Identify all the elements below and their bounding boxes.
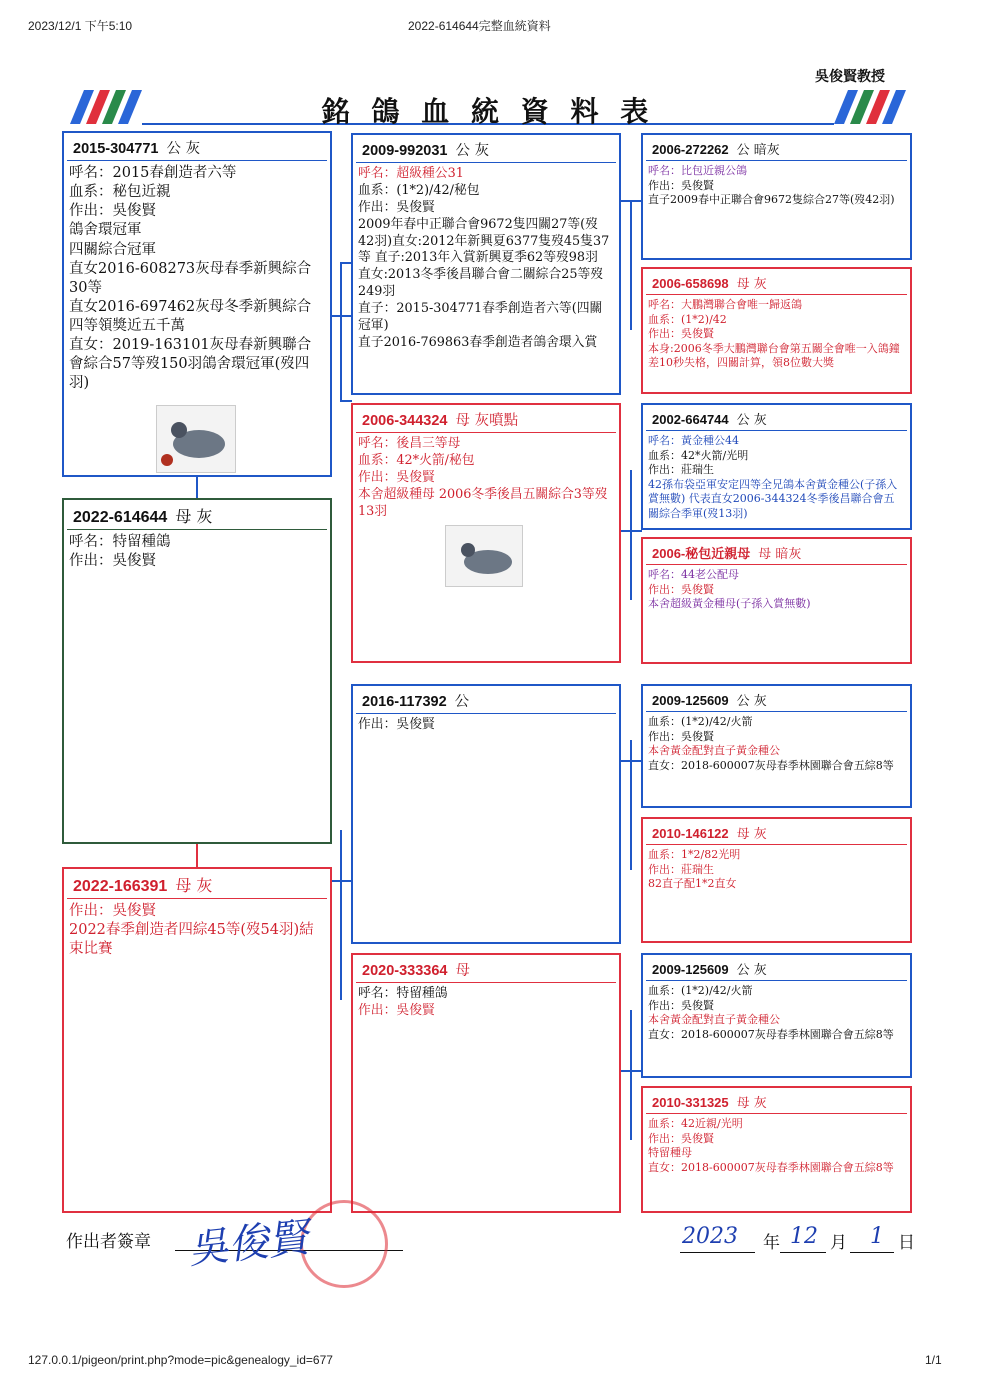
detail-line: 直女：2018-600007灰母春季林園聯合會五綜8等 <box>648 1160 894 1174</box>
detail-line: 直女2016-608273灰母春季新興綜合30等 <box>69 260 312 296</box>
detail-line: 直子2016-769863春季創造者鴿舍環入賞 <box>358 334 598 350</box>
detail-line: 血系：1*2/82光明 <box>648 848 741 861</box>
detail-line: 呼名：大鵬灣聯合會唯一歸返鴿 <box>648 298 802 311</box>
main-title: 銘 鴿 血 統 資 料 表 <box>321 95 655 128</box>
subject-details <box>64 530 330 574</box>
ggp-id: 2009-125609 <box>652 962 729 977</box>
father-tag: 公 灰 <box>166 141 201 157</box>
ggp-id: 2010-331325 <box>652 1095 729 1110</box>
ggp-details <box>643 161 910 211</box>
detail-line: 血系：(1*2)/42/火箭 <box>648 715 753 728</box>
paternal-grandsire-box <box>351 133 621 395</box>
print-title: 2022-614644完整血統資料 <box>408 19 551 33</box>
ggp-details <box>643 431 910 524</box>
detail-line: 作出：吳俊賢 <box>648 327 714 341</box>
detail-line: 作出：吳俊賢 <box>648 998 714 1012</box>
grandsire-details <box>353 163 619 355</box>
father-id: 2015-304771 <box>73 141 159 157</box>
maternal-granddam-box <box>351 953 621 1213</box>
detail-line: 82直子配1*2直女 <box>648 877 737 891</box>
date-underline <box>850 1252 894 1253</box>
ggp-box-3 <box>641 403 912 530</box>
footer-page: 1/1 <box>925 1353 942 1367</box>
sign-day: 1 <box>870 1224 884 1249</box>
signature-label: 作出者簽章 <box>66 1232 151 1252</box>
detail-line: 作出：吳俊賢 <box>648 178 714 192</box>
detail-line: 直女2016-697462灰母冬季新興綜合四等領獎近五千萬 <box>69 298 312 334</box>
connector <box>196 476 198 500</box>
detail-line: 直子2009春中正聯合會9672隻綜合27等(歿42羽) <box>648 193 895 207</box>
detail-line: 作出：吳俊賢 <box>69 903 156 919</box>
detail-line: 血系：(1*2)/42/秘包 <box>358 182 480 198</box>
ggp-title <box>646 955 907 981</box>
detail-line: 作出：吳俊賢 <box>69 553 156 570</box>
detail-line: 作出：莊瑞生 <box>648 463 714 477</box>
print-datetime: 2023/12/1 下午5:10 <box>28 19 133 33</box>
detail-line: 2009年春中正聯合會9672隻四關27等(歿42羽)直女:2012年新興夏6377隻歿45隻37等 直子:2013年入賞新興夏季62等歿98羽 直女:2013冬季後昌聯合會二關綜合25等歿249羽 <box>358 216 610 300</box>
m-grandsire-tag: 公 <box>454 694 470 710</box>
sign-month: 12 <box>790 1224 818 1249</box>
ggp-id: 2010-146122 <box>652 826 729 841</box>
pigeon-photo <box>445 525 523 587</box>
ggp-box-6 <box>641 817 912 943</box>
subject-id: 2022-614644 <box>73 509 168 526</box>
detail-line: 作出：吳俊賢 <box>648 1131 714 1145</box>
mother-title <box>67 869 327 899</box>
detail-line: 血系：42近親/光明 <box>648 1117 743 1130</box>
ggp-id: 2006-658698 <box>652 276 729 291</box>
detail-line: 直女：2019-163101灰母春新興聯合會綜合57等歿150羽鴿舍環冠軍(歿四羽) <box>69 337 312 392</box>
detail-line: 作出：吳俊賢 <box>358 469 435 485</box>
detail-line: 本舍黃金配對直子黃金種公 <box>648 744 780 758</box>
mother-tag: 母 灰 <box>175 876 213 895</box>
ggp-title <box>646 135 907 161</box>
detail-line: 血系：42*火箭/秘包 <box>358 452 475 468</box>
ggp-tag: 公 灰 <box>736 694 767 709</box>
year-unit: 年 <box>763 1233 780 1253</box>
pigeon-photo <box>156 405 236 473</box>
date-underline <box>680 1252 755 1253</box>
connector <box>630 1010 632 1140</box>
m-granddam-title <box>356 955 616 983</box>
ggp-details <box>643 845 910 895</box>
detail-line: 血系：秘包近親 <box>69 184 171 201</box>
ggp-tag: 公 暗灰 <box>736 143 780 158</box>
ggp-box-7 <box>641 953 912 1078</box>
detail-line: 呼名：特留種鴿 <box>69 534 171 550</box>
ggp-details <box>643 565 910 615</box>
ggp-tag: 公 灰 <box>736 413 767 428</box>
connector <box>630 740 632 870</box>
detail-line: 作出：吳俊賢 <box>648 582 714 596</box>
footer-url: 127.0.0.1/pigeon/print.php?mode=pic&genealogy_id=677 <box>28 1353 333 1367</box>
granddam-title <box>356 405 616 433</box>
m-grandsire-details <box>353 714 619 737</box>
detail-line: 呼名：超級種公31 <box>358 166 464 181</box>
m-granddam-tag: 母 <box>455 963 470 979</box>
paternal-granddam-box <box>351 403 621 663</box>
ggp-title <box>646 1088 907 1114</box>
ggp-id: 2006-272262 <box>652 142 729 157</box>
subject-box <box>62 498 332 844</box>
mother-id: 2022-166391 <box>73 878 168 895</box>
ggp-tag: 母 灰 <box>736 1096 767 1111</box>
ggp-id: 2002-664744 <box>652 412 729 427</box>
sign-year: 2023 <box>682 1224 738 1249</box>
detail-line: 2022春季創造者四綜45等(歿54羽)結束比賽 <box>69 922 314 958</box>
ggp-title <box>646 405 907 431</box>
subject-title <box>67 500 327 530</box>
detail-line: 作出：吳俊賢 <box>69 203 156 220</box>
ggp-details <box>643 981 910 1045</box>
ggp-details <box>643 295 910 374</box>
day-unit: 日 <box>898 1233 915 1253</box>
connector <box>630 470 632 600</box>
granddam-details <box>353 433 619 523</box>
maternal-grandsire-box <box>351 684 621 944</box>
detail-line: 42孫布袋亞軍安定四等全兄鴿本舍黃金種公(子孫入賞無數) 代表直女2006-344324冬季後昌聯合會五關綜合季軍(歿13羽) <box>648 477 898 520</box>
ggp-title <box>646 686 907 712</box>
ggp-title <box>646 539 907 565</box>
ggp-box-5 <box>641 684 912 808</box>
detail-line: 呼名：特留種鴿 <box>358 986 448 1001</box>
ggp-details <box>643 1114 910 1178</box>
subject-tag: 母 灰 <box>175 507 213 526</box>
grandsire-title <box>356 135 616 163</box>
detail-line: 鴿舍環冠軍 <box>69 222 142 239</box>
connector <box>196 843 198 867</box>
detail-line: 本舍超級黃金種母(子孫入賞無數) <box>648 597 811 611</box>
m-granddam-id: 2020-333364 <box>362 963 448 979</box>
ggp-box-4 <box>641 537 912 664</box>
ggp-box-1 <box>641 133 912 260</box>
connector <box>630 200 632 330</box>
mother-details <box>64 899 330 962</box>
ggp-title <box>646 269 907 295</box>
m-grandsire-id: 2016-117392 <box>362 694 447 710</box>
date-underline <box>780 1252 826 1253</box>
connector <box>340 262 342 400</box>
detail-line: 呼名：後昌三等母 <box>358 436 461 451</box>
detail-line: 直子：2015-304771春季創造者六等(四關冠軍) <box>358 301 603 334</box>
grandsire-tag: 公 灰 <box>455 143 490 159</box>
ggp-tag: 母 灰 <box>736 277 767 292</box>
ggp-id: 2006-秘包近親母 <box>652 546 751 561</box>
ggp-id: 2009-125609 <box>652 693 729 708</box>
handwritten-signature: 吳俊賢 <box>186 1214 311 1274</box>
m-granddam-details <box>353 983 619 1023</box>
connector <box>340 830 342 1000</box>
detail-line: 作出：吳俊賢 <box>358 717 435 732</box>
detail-line: 呼名：44老公配母 <box>648 568 739 581</box>
detail-line: 呼名：2015春創造者六等 <box>69 165 237 181</box>
father-details <box>64 161 330 397</box>
month-unit: 月 <box>830 1233 847 1253</box>
mother-box <box>62 867 332 1213</box>
detail-line: 作出：莊瑞生 <box>648 862 714 876</box>
detail-line: 本舍超級種母 2006冬季後昌五關綜合3等歿13羽 <box>358 486 608 519</box>
detail-line: 作出：吳俊賢 <box>358 199 435 215</box>
granddam-id: 2006-344324 <box>362 413 448 429</box>
detail-line: 直女：2018-600007灰母春季林園聯合會五綜8等 <box>648 758 894 772</box>
detail-line: 血系：(1*2)/42/火箭 <box>648 984 753 997</box>
seal-stamp <box>300 1200 388 1288</box>
title-banner <box>62 86 914 128</box>
father-box <box>62 131 332 477</box>
detail-line: 直女：2018-600007灰母春季林園聯合會五綜8等 <box>648 1027 894 1041</box>
connector <box>340 400 352 402</box>
author-label: 吳俊賢教授 <box>815 69 885 85</box>
ggp-tag: 母 暗灰 <box>758 547 802 562</box>
m-grandsire-title <box>356 686 616 714</box>
ggp-details <box>643 712 910 776</box>
detail-line: 作出：吳俊賢 <box>648 729 714 743</box>
detail-line: 本身:2006冬季大鵬灣聯台會第五關全會唯一入鴿鐘差10秒失格，四關計算，領8位數大獎 <box>648 341 900 370</box>
grandsire-id: 2009-992031 <box>362 143 448 159</box>
detail-line: 四關綜合冠軍 <box>69 241 156 258</box>
detail-line: 作出：吳俊賢 <box>358 1002 435 1018</box>
detail-line: 血系：42*火箭/光明 <box>648 448 749 462</box>
ggp-box-8 <box>641 1086 912 1213</box>
detail-line: 本舍黃金配對直子黃金種公 <box>648 1013 780 1027</box>
granddam-tag: 母 灰噴點 <box>455 413 519 429</box>
father-title <box>67 133 327 161</box>
ggp-tag: 公 灰 <box>736 963 767 978</box>
detail-line: 特留種母 <box>648 1146 692 1160</box>
detail-line: 呼名：比包近親公鴿 <box>648 164 747 177</box>
detail-line: 呼名：黃金種公44 <box>648 434 739 447</box>
ggp-tag: 母 灰 <box>736 827 767 842</box>
ggp-box-2 <box>641 267 912 394</box>
ggp-title <box>646 819 907 845</box>
detail-line: 血系：(1*2)/42 <box>648 312 727 326</box>
